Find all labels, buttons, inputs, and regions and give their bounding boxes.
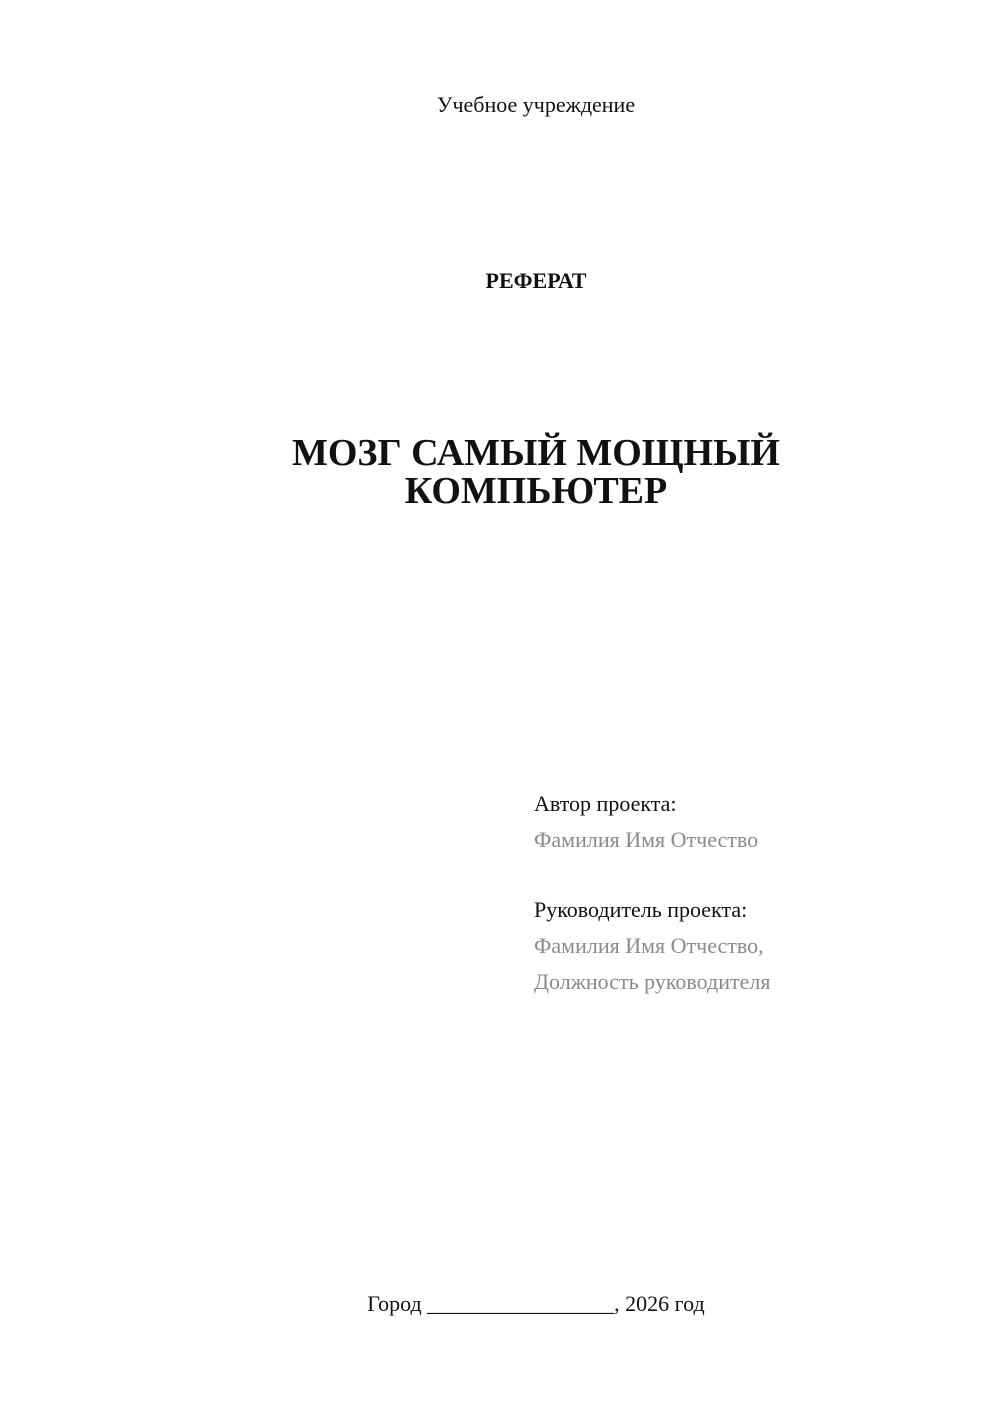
spacer <box>534 858 974 892</box>
author-name: Фамилия Имя Отчество <box>534 827 759 852</box>
title-line-2: КОМПЬЮТЕР <box>404 470 668 512</box>
credits-block <box>534 786 974 1000</box>
city-year-line: Город _________________, 2026 год <box>367 1291 705 1316</box>
document-type: РЕФЕРАТ <box>485 268 587 293</box>
supervisor-label: Руководитель проекта: <box>534 897 748 922</box>
supervisor-position: Должность руководителя <box>534 969 771 994</box>
supervisor-name: Фамилия Имя Отчество, <box>534 933 764 958</box>
institution-name: Учебное учреждение <box>436 92 636 117</box>
author-label: Автор проекта: <box>534 791 677 816</box>
document-title <box>0 434 1000 510</box>
title-line-1: МОЗГ САМЫЙ МОЩНЫЙ <box>292 432 780 474</box>
